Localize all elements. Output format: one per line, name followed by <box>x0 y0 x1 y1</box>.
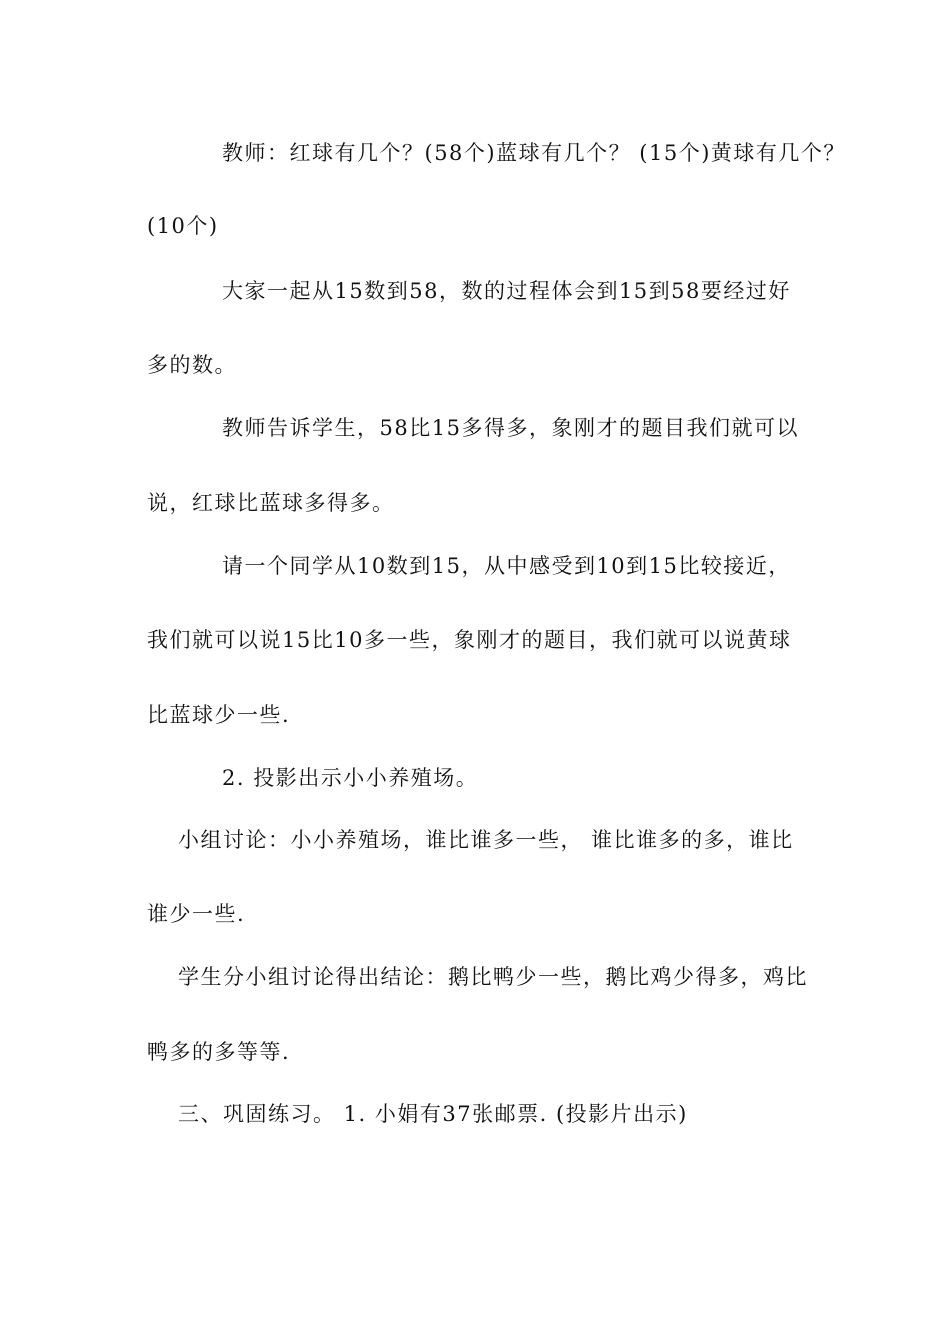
paragraph-line-5: 教师告诉学生，58比15多得多，象刚才的题目我们就可以 <box>222 416 799 440</box>
paragraph-line-14: 鸭多的多等等. <box>147 1040 291 1064</box>
paragraph-line-8: 我们就可以说15比10多一些，象刚才的题目，我们就可以说黄球 <box>147 628 792 652</box>
paragraph-line-7: 请一个同学从10数到15，从中感受到10到15比较接近， <box>222 554 791 578</box>
paragraph-line-3: 大家一起从15数到58，数的过程体会到15到58要经过好 <box>222 279 791 303</box>
paragraph-line-9: 比蓝球少一些. <box>147 703 291 727</box>
paragraph-line-2: (10个) <box>147 214 219 238</box>
paragraph-line-1: 教师：红球有几个？(58个)蓝球有几个？ (15个)黄球有几个？ <box>222 141 846 165</box>
paragraph-line-11: 小组讨论：小小养殖场，谁比谁多一些， 谁比谁多的多，谁比 <box>178 828 794 852</box>
paragraph-line-12: 谁少一些. <box>147 902 246 926</box>
paragraph-line-13: 学生分小组讨论得出结论：鹅比鸭少一些，鹅比鸡少得多，鸡比 <box>178 965 808 989</box>
paragraph-line-15: 三、巩固练习。 1. 小娟有37张邮票. (投影片出示) <box>178 1102 688 1126</box>
paragraph-line-4: 多的数。 <box>147 353 237 377</box>
paragraph-line-10: 2. 投影出示小小养殖场。 <box>222 766 479 790</box>
paragraph-line-6: 说，红球比蓝球多得多。 <box>147 491 395 515</box>
